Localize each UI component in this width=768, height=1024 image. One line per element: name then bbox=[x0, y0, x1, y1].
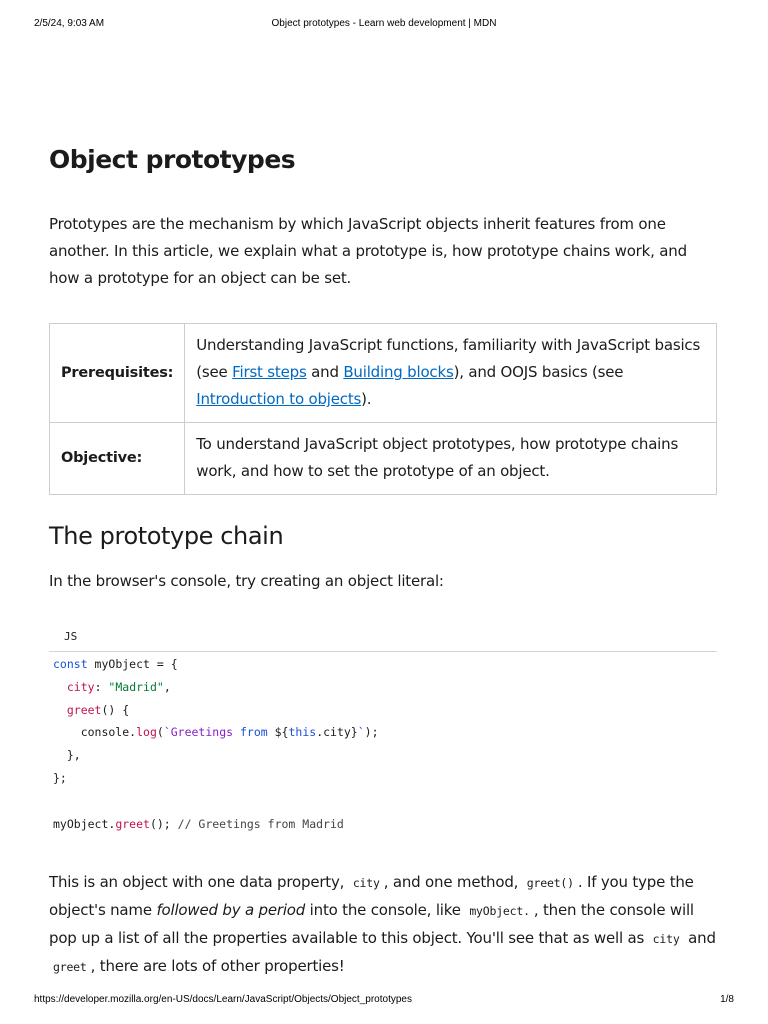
code-token: }, bbox=[53, 748, 81, 763]
code-example bbox=[49, 626, 717, 835]
code-token: }; bbox=[53, 770, 67, 785]
code-token: () { bbox=[101, 702, 130, 717]
code-token: "Madrid" bbox=[108, 679, 164, 694]
code-token bbox=[53, 703, 67, 717]
prereq-text: ), and OOJS basics (see bbox=[453, 363, 624, 381]
section-title: The prototype chain bbox=[49, 522, 284, 550]
objective-value: To understand JavaScript object prototypes, how prototype chains work, and how to set the prototype of an object. bbox=[185, 423, 717, 495]
section-intro: In the browser's console, try creating an object literal: bbox=[49, 572, 444, 590]
prerequisites-row bbox=[50, 324, 717, 423]
print-date: 2/5/24, 9:03 AM bbox=[34, 18, 105, 29]
introduction-to-objects-link[interactable]: Introduction to objects bbox=[196, 390, 362, 408]
text: into the console, like bbox=[305, 901, 466, 919]
code-token: greet bbox=[115, 816, 150, 831]
text: , then the console will pop up a list of all the properties available to this object. You'll see that as well as bbox=[49, 901, 694, 947]
code-content[interactable] bbox=[49, 652, 717, 835]
code-token: .city} bbox=[316, 725, 358, 740]
code-token: from bbox=[239, 725, 268, 740]
text: , and one method, bbox=[383, 873, 523, 891]
page-title: Object prototypes bbox=[49, 145, 296, 174]
prereq-text: Understanding JavaScript functions, familiarity with JavaScript basics (see bbox=[196, 336, 701, 381]
page-number: 1/8 bbox=[720, 994, 734, 1005]
learning-outcomes-table bbox=[49, 323, 717, 495]
inline-code: city bbox=[352, 876, 380, 890]
code-token: this bbox=[288, 725, 317, 740]
inline-code: city bbox=[652, 932, 680, 946]
code-token: console. bbox=[53, 725, 137, 740]
print-doc-title: Object prototypes - Learn web development | MDN bbox=[271, 18, 497, 29]
text: . If you type the object's name bbox=[49, 873, 694, 919]
code-token: greet bbox=[66, 702, 102, 717]
inline-code: greet() bbox=[526, 876, 574, 890]
code-token: (); bbox=[149, 816, 178, 831]
code-token: ); bbox=[364, 725, 379, 740]
code-token: ` bbox=[357, 725, 365, 740]
print-footer bbox=[0, 994, 768, 1008]
code-language-label: JS bbox=[49, 626, 717, 652]
prereq-text: ). bbox=[361, 390, 372, 408]
text: , there are lots of other properties! bbox=[90, 957, 345, 975]
code-token bbox=[53, 680, 67, 694]
code-token: , bbox=[163, 679, 171, 694]
print-header bbox=[0, 18, 768, 32]
inline-code: greet bbox=[53, 960, 87, 974]
code-token: : bbox=[94, 679, 109, 694]
prereq-text: and bbox=[306, 363, 344, 381]
emphasis-text: followed by a period bbox=[156, 901, 306, 919]
text: and bbox=[683, 929, 716, 947]
objective-row bbox=[50, 423, 717, 495]
code-token bbox=[268, 725, 275, 739]
print-url: https://developer.mozilla.org/en-US/docs/Learn/JavaScript/Objects/Object_prototypes bbox=[34, 994, 412, 1005]
prerequisites-value bbox=[185, 324, 717, 423]
explanation-paragraph bbox=[49, 869, 721, 981]
code-comment: // Greetings from Madrid bbox=[177, 816, 344, 831]
code-token: ${ bbox=[274, 725, 289, 740]
inline-code: myObject. bbox=[469, 904, 530, 918]
code-token: const bbox=[53, 657, 88, 671]
intro-paragraph: Prototypes are the mechanism by which JavaScript objects inherit features from one another. In this article, we explain what a prototype is, how prototype chains work, and how a prototype for an object can be set. bbox=[49, 215, 687, 287]
code-token: myObject = { bbox=[87, 657, 178, 671]
code-token: `Greetings bbox=[163, 725, 240, 740]
code-token: log bbox=[136, 725, 157, 740]
code-token: city bbox=[66, 679, 95, 694]
first-steps-link[interactable]: First steps bbox=[232, 363, 307, 381]
prerequisites-label: Prerequisites: bbox=[50, 324, 185, 423]
objective-label: Objective: bbox=[50, 423, 185, 495]
code-token: ( bbox=[156, 725, 164, 740]
code-token: myObject. bbox=[53, 816, 116, 831]
building-blocks-link[interactable]: Building blocks bbox=[343, 363, 454, 381]
text: This is an object with one data property, bbox=[49, 873, 349, 891]
